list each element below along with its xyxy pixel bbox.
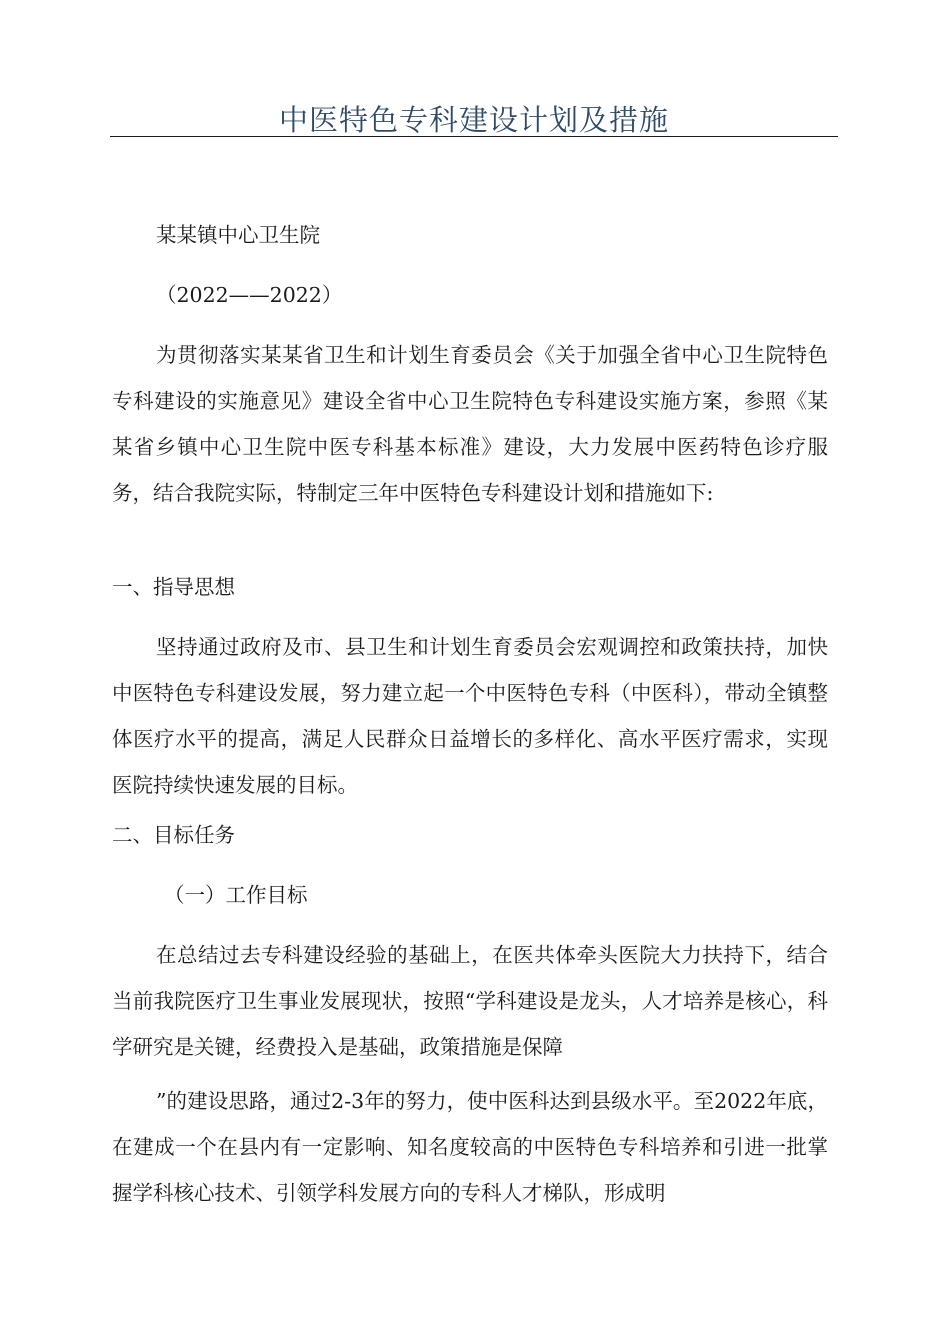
plan-period: （2022——2022） <box>156 283 343 307</box>
organization-name: 某某镇中心卫生院 <box>156 223 320 247</box>
subsection-heading-work-goals: （一）工作目标 <box>164 883 308 907</box>
section-heading-goals-tasks: 二、目标任务 <box>112 823 235 847</box>
intro-paragraph: 为贯彻落实某某省卫生和计划生育委员会《关于加强全省中心卫生院特色专科建设的实施意见》建设全省中心卫生院特色专科建设实施方案，参照《某某省乡镇中心卫生院中医专科基本标准》建设，大力发展中医药特色诊疗服务，结合我院实际，特制定三年中医特色专科建设计划和措施如下: <box>112 343 828 505</box>
document-title: 中医特色专科建设计划及措施 <box>278 103 669 137</box>
work-goals-paragraph-2: ”的建设思路，通过2-3年的努力，使中医科达到县级水平。至2022年底，在建成一个在县内有一定影响、知名度较高的中医特色专科培养和引进一批掌握学科核心技术、引领学科发展方向的专科人才梯队，形成明 <box>112 1089 828 1205</box>
title-underline <box>110 136 838 137</box>
guiding-ideology-paragraph: 坚持通过政府及市、县卫生和计划生育委员会宏观调控和政策扶持，加快中医特色专科建设发展，努力建立起一个中医特色专科（中医科），带动全镇整体医疗水平的提高，满足人民群众日益增长的多样化、高水平医疗需求，实现医院持续快速发展的目标。 <box>112 635 828 797</box>
work-goals-paragraph-1: 在总结过去专科建设经验的基础上，在医共体牵头医院大力扶持下，结合当前我院医疗卫生事业发展现状，按照“学科建设是龙头，人才培养是核心，科学研究是关键，经费投入是基础，政策措施是保障 <box>112 943 828 1059</box>
section-heading-guiding-ideology: 一、指导思想 <box>112 575 235 599</box>
